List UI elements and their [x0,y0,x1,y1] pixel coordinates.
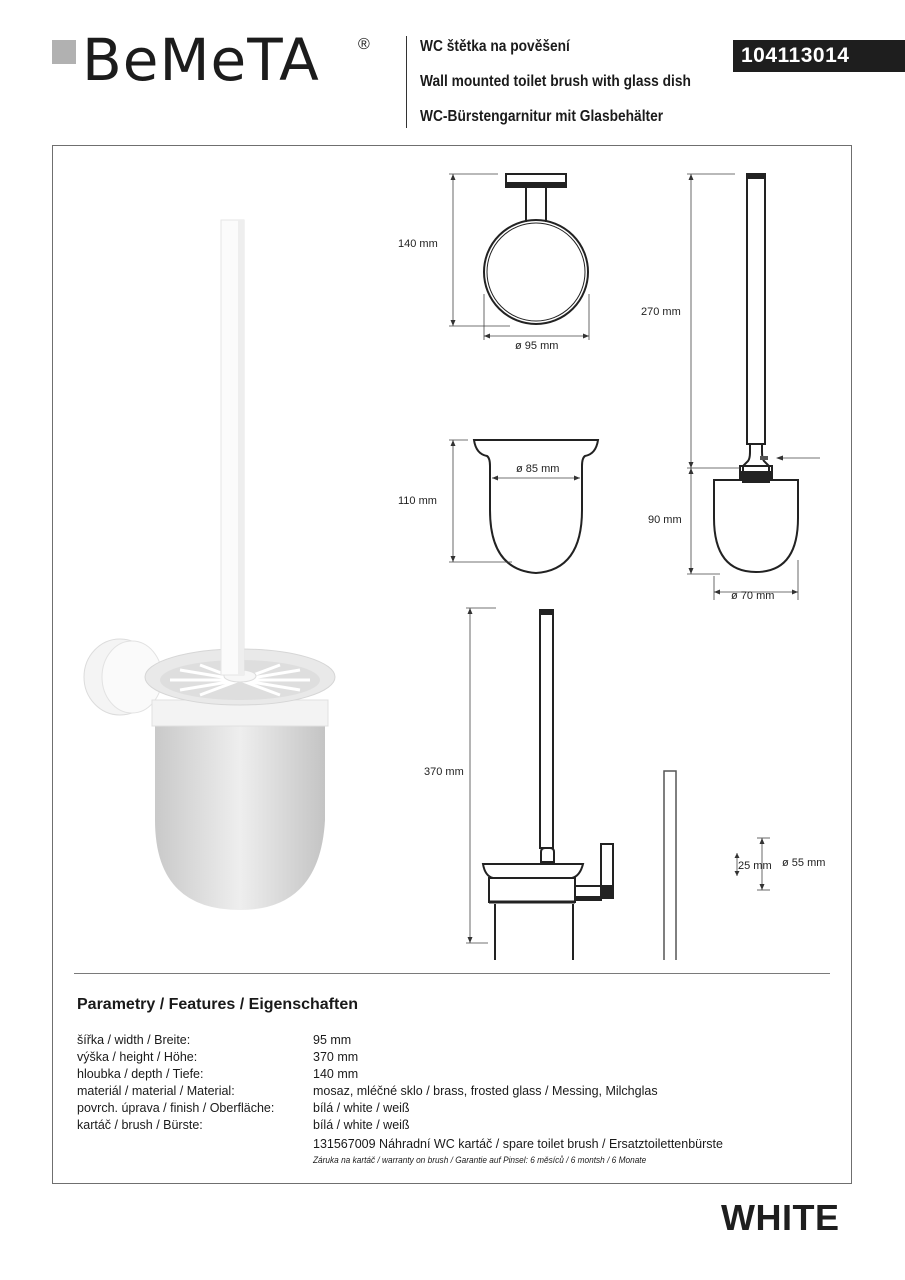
glass-drawing [474,440,598,573]
feature-value: 140 mm [313,1067,359,1081]
logo-square [52,40,76,64]
dim-mount-spacing: 25 mm [738,860,772,872]
dim-holder-diameter: ø 95 mm [515,340,559,352]
feature-label: povrch. úprava / finish / Oberfläche: [77,1101,275,1115]
feature-value: mosaz, mléčné sklo / brass, frosted glass / Messing, Milchglas [313,1084,658,1098]
dim-total-height: 370 mm [424,766,464,778]
section-divider [74,973,830,974]
assembly-handle [540,610,553,848]
product-title-cz: WC štětka na pověšení [420,38,570,55]
registered-mark: ® [358,36,370,53]
brush-handle-drawing [747,174,765,444]
dim-glass-diameter: ø 85 mm [516,463,560,475]
feature-value: 370 mm [313,1050,359,1064]
feature-value: bílá / white / weiß [313,1101,410,1115]
dim-rosette-diameter: ø 55 mm [782,857,826,869]
brush-head-drawing [714,480,798,572]
product-photo [60,180,380,940]
feature-label: hloubka / depth / Tiefe: [77,1067,204,1081]
dim-brush-handle: 270 mm [641,306,681,318]
dim-brush-head-diameter: ø 70 mm [731,590,775,602]
feature-value: 95 mm [313,1033,352,1047]
product-title-en: Wall mounted toilet brush with glass dish [420,73,691,90]
glass-cup [155,720,325,910]
feature-label: materiál / material / Material: [77,1084,235,1098]
feature-label: výška / height / Höhe: [77,1050,198,1064]
color-label: WHITE [721,1197,840,1238]
brand-logo: BeMeTA [82,26,320,94]
dim-glass-height: 110 mm [398,495,437,507]
dim-brush-head-height: 90 mm [648,514,682,526]
top-view-ring [484,220,588,324]
feature-value: bílá / white / weiß [313,1118,410,1132]
marker-icon [760,456,768,460]
side-view-handle [664,771,676,960]
technical-drawings [380,160,840,960]
product-code-badge: 104113014 [733,40,905,72]
feature-label: kartáč / brush / Bürste: [77,1118,203,1132]
header-divider [406,36,407,128]
product-title-de: WC-Bürstengarnitur mit Glasbehälter [420,108,664,125]
spare-part-line: 131567009 Náhradní WC kartáč / spare toilet brush / Ersatztoilettenbürste [313,1137,723,1151]
features-heading: Parametry / Features / Eigenschaften [77,996,358,1013]
feature-label: šířka / width / Breite: [77,1033,191,1047]
dim-holder-height: 140 mm [398,238,438,250]
warranty-note: Záruka na kartáč / warranty on brush / Garantie auf Pinsel: 6 měsíců / 6 montsh / 6 Monate [313,1155,647,1165]
